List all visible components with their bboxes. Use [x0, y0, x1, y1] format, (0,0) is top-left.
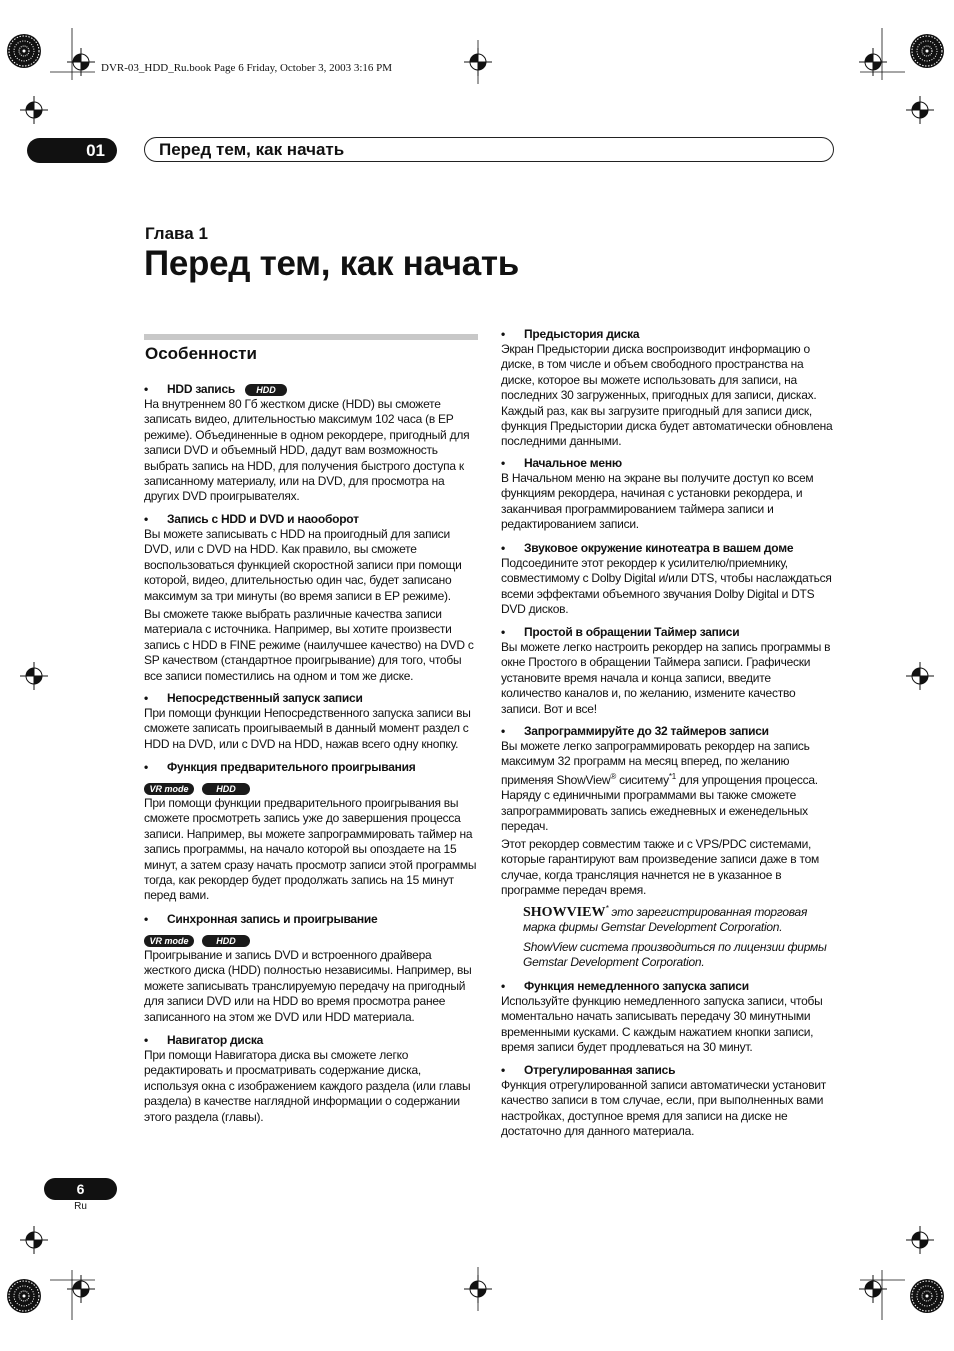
vr-mode-badge: VR mode [144, 783, 194, 795]
feature-title: • HDD запись HDD [144, 382, 287, 397]
showview-logo: SHOWVIEW [523, 905, 606, 920]
feature-title: • Запись с HDD и DVD и наооборот [144, 512, 359, 526]
feature-title: • Предыстория диска [501, 327, 640, 341]
feature-body: На внутреннем 80 Гб жестком диске (HDD) вы сможете записать видео, длительностью максимум 102 часа (в EP режиме). Объединенные в одном рекордере, пригодный для записи DVD и объемный HDD, дадут вам возможность выбрать запись на HDD, для получения быстрого доступа к записанному материалу, или на DVD, для просмотра на других DVD проигрывателях. [144, 397, 470, 504]
feature-title: • Синхронная запись и проигрывание [144, 912, 378, 926]
feature-body: Функция отрегулированной записи автоматически установит качество записи в том случае, если, при выполненных вами настройках, доступное время для записи на диске не достаточно для данного материала. [501, 1078, 827, 1139]
feature-body: Вы можете легко настроить рекордер на запись программы в окне Простого в обращении Таймера записи. Графически установите время начала и конца записи, введите количество каналов и, по желанию, измените качество записи. Вот и все! [501, 640, 831, 716]
feature-body: Вы сможете также выбрать различные качества записи материала с источника. Например, вы хотите произвести запись с HDD в FINE режиме (наилучшее качество) на DVD с SP качеством (стандартное проигрывание) для того, чтобы все записи поместились на одном и том же диске. [144, 607, 474, 683]
feature-body: применяя ShowView® сиситему$^{*1}$ для упрощения процесса. Наряду с единичными программами вы также сможете запрограммировать запись ежедневных и еженедельных передач. [501, 772, 818, 834]
feature-title: • Простой в обращении Таймер записи [501, 625, 740, 639]
print-header: DVR-03_HDD_Ru.book Page 6 Friday, October 3, 2003 3:16 PM [101, 62, 393, 74]
feature-body: Проигрывание и запись DVD и встроенного драйвера жесткого диска (HDD) полностью независимы. Например, вы можете записывать транслируемую передачу на пригодный для записи DVD или на HDD во время просмотра ранее записанного на этом же DVD или HDD материала. [144, 948, 472, 1024]
feature-title: • Отрегулированная запись [501, 1063, 676, 1077]
hdd-badge: HDD [245, 384, 287, 396]
feature-title: • Функция немедленного запуска записи [501, 979, 749, 993]
feature-body: В Начальном меню на экране вы получите доступ ко всем функциям рекордера, начиная с установки рекордера, и заканчивая программированием таймера записи и редактированием записи. [501, 471, 814, 532]
showview-note: ShowView система производиться по лицензии фирмы Gemstar Development Corporation. [523, 940, 827, 970]
feature-title: • Начальное меню [501, 456, 622, 470]
badge-row [144, 933, 258, 947]
badge-row [144, 781, 258, 795]
chapter-number: 01 [86, 141, 105, 160]
feature-title: • Функция предварительного проигрывания [144, 760, 416, 774]
feature-body: Вы можете легко запрограммировать рекордер на запись максимум 32 программ на месяц вперед, по желанию [501, 739, 810, 769]
feature-title: • Запрограммируйте до 32 таймеров записи [501, 724, 769, 738]
page-language: Ru [74, 1201, 87, 1212]
vr-mode-badge: VR mode [144, 935, 194, 947]
chapter-title: Перед тем, как начать [144, 244, 519, 283]
section-heading: Особенности [145, 344, 257, 363]
section-divider [144, 334, 478, 340]
hdd-badge: HDD [202, 935, 250, 947]
feature-body: При помощи функции Непосредственного запуска записи вы сможете записать проигываемый в данный момент раздел с HDD на DVD, или с DVD на HDD, нажав всего одну кнопку. [144, 706, 471, 751]
chapter-label: Глава 1 [145, 224, 208, 243]
hdd-badge: HDD [202, 783, 250, 795]
feature-body: Вы можете записывать с HDD на проигодный для записи DVD, или с DVD на HDD. Как правило, вы сможете воспользоваться функцией скоростной записи при помощи которой, видео, длительностью один час, будет записано максимум за три минуты (во время записи в EP режиме). [144, 527, 462, 603]
page-number: 6 [76, 1181, 85, 1197]
feature-title: • Навигатор диска [144, 1033, 264, 1047]
running-title: Перед тем, как начать [159, 140, 345, 159]
feature-body: При помощи Навигатора диска вы сможете легко редактировать и просматривать содержание диска, используя окна с изображением каждого раздела (или главы раздела) в качестве наглядной информации о содержании этого раздела (главы). [144, 1048, 471, 1124]
feature-body: Этот рекордер совместим также и с VPS/PDC системами, которые гарантируют вам произведение записи даже в том случае, когда трансляция начнется не в указанное в программе передач время. [501, 837, 820, 898]
feature-body: Используйте функцию немедленного запуска записи, чтобы моментально начать записывать передачу 30 минутными временными кусками. С каждым нажатием кнопки записи, время записи будет продлеваться на 30 минут. [501, 994, 823, 1055]
feature-body: Экран Предыстории диска воспроизводит информацию о диске, в том числе и объем свободного пространства на диске, которое вы можете использовать для записи, на последних 30 загруженных, пригодных для записи, дисках. Каждый раз, как вы загрузите пригодный для записи диск, функция Предыстории диска будет автоматически обновлена последними данными. [501, 342, 833, 449]
feature-title: • Непосредственный запуск записи [144, 691, 363, 705]
feature-body: Подсоедините этот рекордер к усилителю/приемнику, совместимому с Dolby Digital и/или DTS, чтобы наслаждаться всеми эффектами объемного звучания Dolby Digital и DTS DVD дисков. [501, 556, 832, 617]
feature-body: При помощи функции предварительного проигрывания вы сможете просмотреть запись уже до завершения процесса записи. Например, вы можете запрограммировать таймер на запись программы, на начало которой вы опоздаете на 15 минут, а затем сразу начать просмотр записи этой программы тогда, как рекордер будет продолжать запись на 15 минут перед вами. [144, 796, 477, 903]
showview-note: SHOWVIEW* это зарегистрированная торговая марка фирмы Gemstar Development Corporation. [523, 904, 808, 935]
feature-title: • Звуковое окружение кинотеатра в вашем доме [501, 541, 794, 555]
